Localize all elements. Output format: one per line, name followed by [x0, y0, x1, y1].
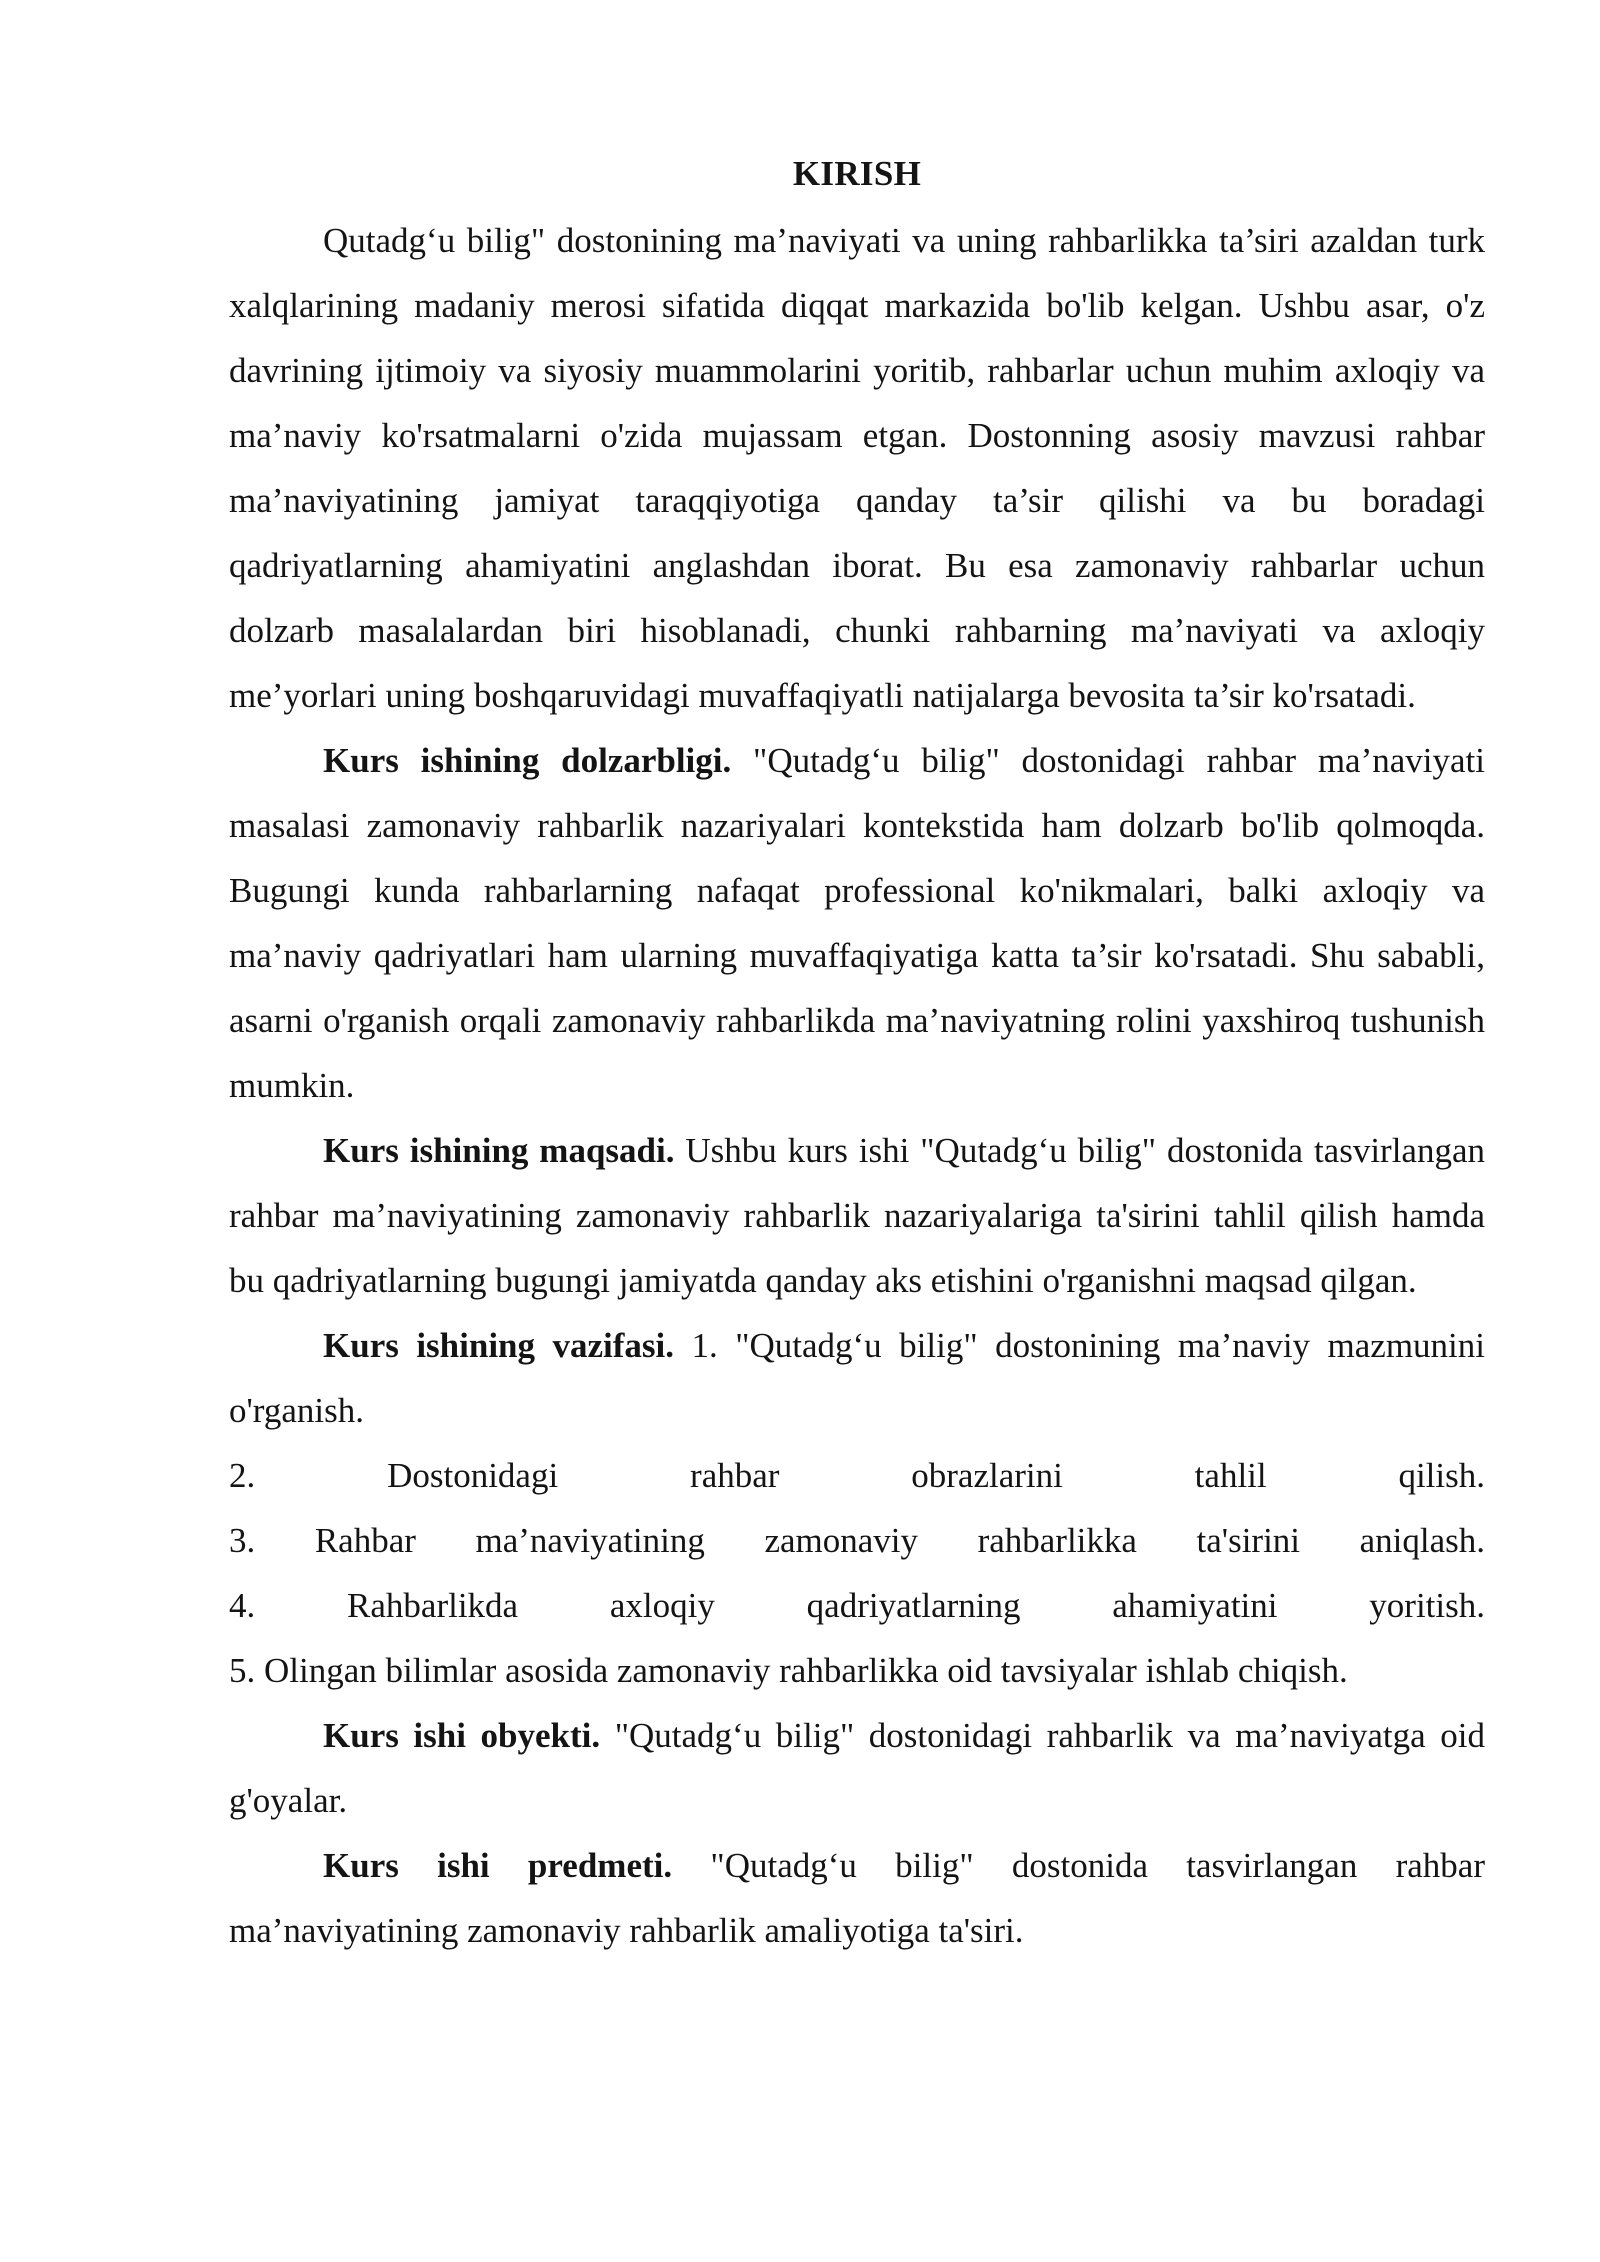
intro-paragraph: Qutadg‘u bilig" dostonining ma’naviyati va uning rahbarlikka ta’siri azaldan turk xalqlarining madaniy merosi sifatida diqqat markazida bo'lib kelgan. Ushbu asar, o'z davrining ijtimoiy va siyosiy muammolarini yoritib, rahbarlar uchun muhim axloqiy va ma’naviy ko'rsatmalarni o'zida mujassam etgan. Dostonning asosiy mavzusi rahbar ma’naviyatining jamiyat taraqqiyotiga qanday ta’sir qilishi va bu boradagi qadriyatlarning ahamiyatini anglashdan iborat. Bu esa zamonaviy rahbarlar uchun dolzarb masalalardan biri hisoblanadi, chunki rahbarning ma’naviyati va axloqiy me’yorlari uning boshqaruvidagi muvaffaqiyatli natijalarga bevosita ta’sir ko'rsatadi.: [229, 221, 1485, 715]
vazifa-item-5: 5. Olingan bilimlar asosida zamonaviy rahbarlikka oid tavsiyalar ishlab chiqish.: [229, 1651, 1348, 1690]
vazifa-text: 1. "Qutadg‘u bilig" dostonining ma’naviy mazmunini o'rganish.: [229, 1326, 1485, 1430]
vazifa-item-3: 3. Rahbar ma’naviyatining zamonaviy rahbarlikka ta'sirini aniqlash.: [229, 1521, 1485, 1560]
page-title: KIRISH: [792, 154, 922, 193]
predmet-heading: Kurs ishi predmeti.: [323, 1846, 673, 1885]
vazifa-heading: Kurs ishining vazifasi.: [323, 1326, 674, 1365]
predmet-paragraph: [229, 1833, 1485, 1963]
obyekt-heading: Kurs ishi obyekti.: [323, 1716, 601, 1755]
obyekt-paragraph: [229, 1703, 1485, 1833]
dolzarblik-heading: Kurs ishining dolzarbligi.: [323, 741, 732, 780]
maqsad-paragraph: [229, 1118, 1485, 1313]
maqsad-text: Ushbu kurs ishi "Qutadg‘u bilig" dostonida tasvirlangan rahbar ma’naviyatining zamonaviy rahbarlik nazariyalariga ta'sirini tahlil qilish hamda bu qadriyatlarning bugungi jamiyatda qanday aks etishini o'rganishni maqsad qilgan.: [229, 1131, 1485, 1300]
predmet-text: "Qutadg‘u bilig" dostonida tasvirlangan rahbar ma’naviyatining zamonaviy rahbarlik amaliyotiga ta'siri.: [229, 1846, 1485, 1950]
document-body: [229, 148, 1485, 1963]
dolzarblik-paragraph: [229, 728, 1485, 1118]
maqsad-heading: Kurs ishining maqsadi.: [323, 1131, 675, 1170]
vazifa-item-4: 4. Rahbarlikda axloqiy qadriyatlarning ahamiyatini yoritish.: [229, 1586, 1485, 1625]
vazifa-paragraph: [229, 1313, 1485, 1443]
obyekt-text: "Qutadg‘u bilig" dostonidagi rahbarlik va ma’naviyatga oid g'oyalar.: [229, 1716, 1485, 1820]
vazifa-item-2: 2. Dostonidagi rahbar obrazlarini tahlil qilish.: [229, 1456, 1485, 1495]
dolzarblik-text: "Qutadg‘u bilig" dostonidagi rahbar ma’naviyati masalasi zamonaviy rahbarlik nazariyalari kontekstida ham dolzarb bo'lib qolmoqda. Bugungi kunda rahbarlarning nafaqat professional ko'nikmalari, balki axloqiy va ma’naviy qadriyatlari ham ularning muvaffaqiyatiga katta ta’sir ko'rsatadi. Shu sababli, asarni o'rganish orqali zamonaviy rahbarlikda ma’naviyatning rolini yaxshiroq tushunish mumkin.: [229, 741, 1485, 1105]
